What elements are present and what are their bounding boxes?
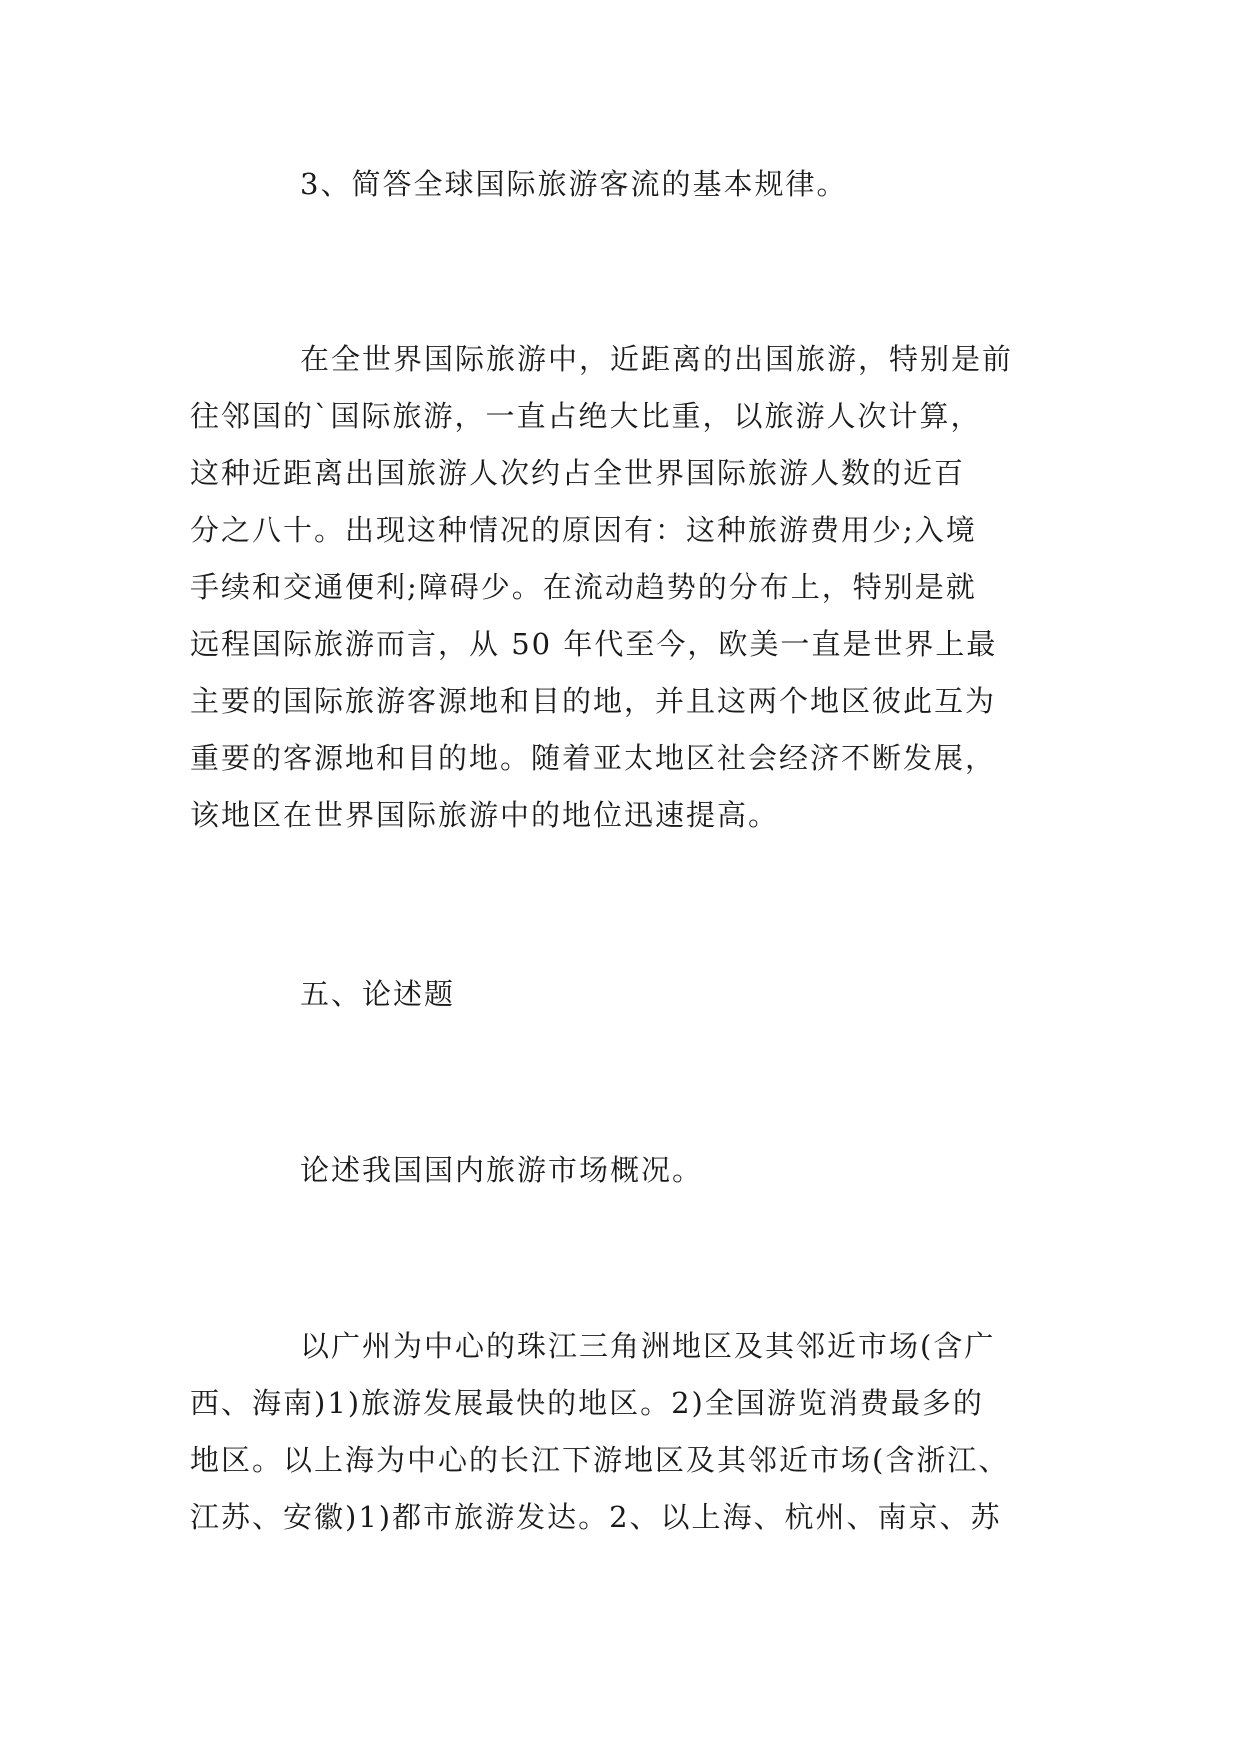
essay-answer-line-1: 以广州为中心的珠江三角洲地区及其邻近市场(含广 [300, 1329, 996, 1363]
answer-3-line-9: 该地区在世界国际旅游中的地位迅速提高。 [190, 798, 780, 832]
answer-3-line-8: 重要的客源地和目的地。随着亚太地区社会经济不断发展， [190, 741, 997, 775]
answer-3-line-5: 手续和交通便利;障碍少。在流动趋势的分布上，特别是就 [190, 570, 977, 604]
answer-3-line-3: 这种近距离出国旅游人次约占全世界国际旅游人数的近百 [190, 456, 966, 490]
answer-3-line-2: 往邻国的`国际旅游，一直占绝大比重，以旅游人次计算， [190, 399, 982, 433]
answer-3-line-6: 远程国际旅游而言，从 50 年代至今，欧美一直是世界上最 [190, 627, 998, 661]
essay-answer-line-2: 西、海南)1)旅游发展最快的地区。2)全国游览消费最多的 [190, 1386, 984, 1420]
answer-3-line-4: 分之八十。出现这种情况的原因有：这种旅游费用少;入境 [190, 513, 977, 547]
essay-answer-line-4: 江苏、安徽)1)都市旅游发达。2、以上海、杭州、南京、苏 [190, 1500, 1002, 1534]
question-3-heading: 3、简答全球国际旅游客流的基本规律。 [300, 167, 848, 201]
essay-question: 论述我国国内旅游市场概况。 [300, 1153, 704, 1187]
answer-3-line-1: 在全世界国际旅游中，近距离的出国旅游，特别是前 [300, 342, 1014, 376]
section-title: 五、论述题 [300, 977, 456, 1011]
answer-3-line-7: 主要的国际旅游客源地和目的地，并且这两个地区彼此互为 [190, 684, 997, 718]
essay-answer-line-3: 地区。以上海为中心的长江下游地区及其邻近市场(含浙江、 [190, 1443, 1010, 1477]
